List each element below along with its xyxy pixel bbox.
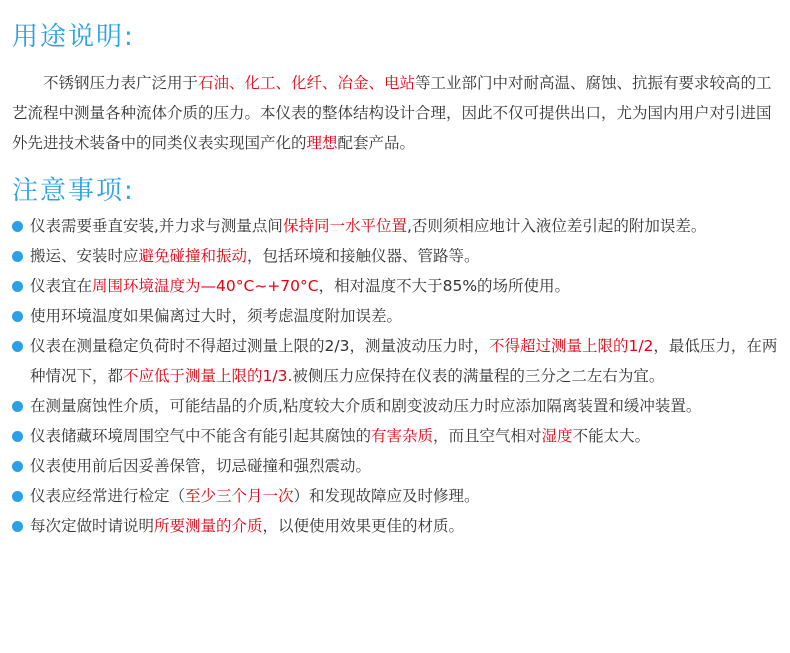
text-segment: 仪表应经常进行检定（	[30, 487, 186, 505]
bullet-dot-icon	[12, 521, 23, 532]
highlight-text: 不应低于测量上限的1/3.	[123, 367, 293, 385]
text-segment: 仪表在测量稳定负荷时不得超过测量上限的2/3，测量波动压力时，	[30, 337, 489, 355]
bullet-dot-icon	[12, 491, 23, 502]
text-segment: ）和发现故障应及时修理。	[293, 487, 480, 505]
text-segment: 在测量腐蚀性介质，可能结晶的介质,粘度较大介质和剧变波动压力时应添加隔离装置和缓冲装置。	[30, 397, 702, 415]
bullet-dot-icon	[12, 461, 23, 472]
bullet-dot-icon	[12, 431, 23, 442]
text-segment: ，包括环境和接触仪器、管路等。	[247, 247, 480, 265]
bullet-dot-icon	[12, 401, 23, 412]
text-segment: 等工业部门中对耐高温、腐蚀、抗振有要求较高的工艺流程中测量各种流体介质的压力。本仪表的整体结构设计合理，因此不仅可提供出口，尤为国内用户对引进国外先进技术装备中的同类仪表实现国产化的	[12, 74, 772, 152]
text-segment: 不锈钢压力表广泛用于	[43, 74, 199, 92]
bullet-dot-icon	[12, 281, 23, 292]
highlight-text: 保持同一水平位置	[282, 217, 407, 235]
text-segment: 不能太大。	[572, 427, 651, 445]
bullet-dot-icon	[12, 311, 23, 322]
bullet-dot-icon	[12, 341, 23, 352]
text-segment: ，以便使用效果更佳的材质。	[262, 517, 465, 535]
usage-heading: 用途说明:	[12, 22, 135, 52]
highlight-text: 理想	[306, 134, 338, 152]
highlight-text: 石油、化工、化纤、冶金、电站	[198, 74, 416, 92]
notes-list	[12, 211, 784, 541]
bullet-dot-icon	[12, 251, 23, 262]
text-segment: 被侧压力应保持在仪表的满量程的三分之二左右为宜。	[292, 367, 665, 385]
highlight-text: 有害杂质	[371, 427, 434, 445]
note-item	[12, 331, 784, 391]
text-segment: ，相对温度不大于85%的场所使用。	[318, 277, 571, 295]
text-segment: 每次定做时请说明	[30, 517, 155, 535]
note-item	[12, 481, 784, 511]
text-segment: 配套产品。	[337, 134, 416, 152]
note-item	[12, 301, 784, 331]
usage-paragraph	[12, 68, 782, 158]
highlight-text: 至少三个月一次	[185, 487, 294, 505]
note-item	[12, 451, 784, 481]
text-segment: 仪表使用前后因妥善保管，切忌碰撞和强烈震动。	[30, 457, 372, 475]
text-segment: 使用环境温度如果偏离过大时，须考虑温度附加误差。	[30, 307, 403, 325]
highlight-text: 避免碰撞和振动	[138, 247, 248, 265]
note-item	[12, 271, 784, 301]
text-segment: ，而且空气相对	[433, 427, 542, 445]
text-segment: 仪表需要垂直安装,并力求与测量点间	[30, 217, 283, 235]
highlight-text: 所要测量的介质	[154, 517, 263, 535]
text-segment: 仪表储藏环境周围空气中不能含有能引起其腐蚀的	[30, 427, 372, 445]
note-item	[12, 421, 784, 451]
note-item	[12, 211, 784, 241]
note-item	[12, 511, 784, 541]
text-segment: ，最低压力，在两种情况下，都	[30, 337, 778, 385]
text-segment: ,否则须相应地计入液位差引起的附加误差。	[406, 217, 707, 235]
highlight-text: 湿度	[541, 427, 573, 445]
text-segment: 搬运、安装时应	[30, 247, 139, 265]
highlight-text: 周围环境温度为—40°C~+70°C	[92, 277, 319, 295]
notes-heading: 注意事项:	[12, 176, 135, 206]
note-item	[12, 241, 784, 271]
note-item	[12, 391, 784, 421]
bullet-dot-icon	[12, 221, 23, 232]
highlight-text: 不得超过测量上限的1/2	[488, 337, 654, 355]
text-segment: 仪表宜在	[30, 277, 93, 295]
